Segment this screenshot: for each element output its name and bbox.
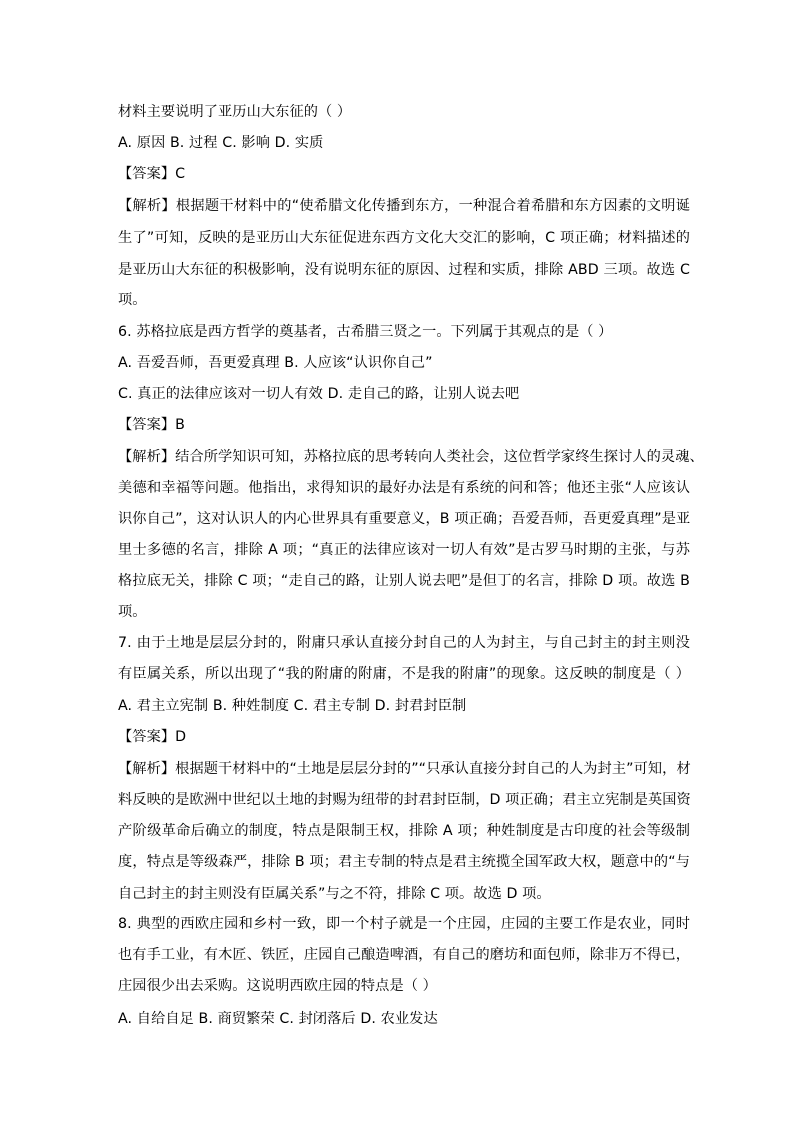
question-5-analysis-line-4: 项。 <box>118 292 147 308</box>
question-5-analysis-line-3: 是亚历山大东征的积极影响，没有说明东征的原因、过程和实质，排除 ABD 三项。故选 C <box>118 262 690 278</box>
question-5-answer: 【答案】C <box>118 166 186 182</box>
question-8-stem-line-2: 也有手工业，有木匠、铁匠，庄园自己酿造啤酒，有自己的磨坊和面包师，除非万不得已， <box>118 947 690 963</box>
question-5-analysis-line-1: 【解析】根据题干材料中的“使希腊文化传播到东方，一种混合着希腊和东方因素的文明诞 <box>118 198 690 214</box>
question-6-options-cd: C. 真正的法律应该对一切人有效 D. 走自己的路，让别人说去吧 <box>118 386 520 402</box>
question-6-options-ab: A. 吾爱吾师，吾更爱真理 B. 人应该“认识你自己” <box>118 355 433 371</box>
question-7-analysis-line-3: 产阶级革命后确立的制度，特点是限制王权，排除 A 项；种姓制度是古印度的社会等级制 <box>118 823 690 839</box>
question-7-options: A. 君主立宪制 B. 种姓制度 C. 君主专制 D. 封君封臣制 <box>118 698 467 714</box>
question-6-analysis-line-4: 里士多德的名言，排除 A 项；“真正的法律应该对一切人有效”是古罗马时期的主张，与苏 <box>118 542 690 558</box>
question-8-options: A. 自给自足 B. 商贸繁荣 C. 封闭落后 D. 农业发达 <box>118 1011 438 1027</box>
question-8-stem-line-3: 庄园很少出去采购。这说明西欧庄园的特点是（ ） <box>118 978 437 994</box>
question-6-analysis-line-5: 格拉底无关，排除 C 项；“走自己的路，让别人说去吧”是但丁的名言，排除 D 项。故选 B <box>118 573 690 589</box>
question-6-analysis-line-1: 【解析】结合所学知识可知，苏格拉底的思考转向人类社会，这位哲学家终生探讨人的灵魂、 <box>118 449 704 465</box>
question-7-stem-line-1: 7. 由于土地是层层分封的，附庸只承认直接分封自己的人为封主，与自己封主的封主则没 <box>118 635 690 651</box>
question-7-analysis-line-1: 【解析】根据题干材料中的“土地是层层分封的”“只承认直接分封自己的人为封主”可知，材 <box>118 761 691 777</box>
question-5-options: A. 原因 B. 过程 C. 影响 D. 实质 <box>118 135 324 151</box>
question-7-analysis-line-4: 度，特点是等级森严，排除 B 项；君主专制的特点是君主统揽全国军政大权，题意中的“与 <box>118 854 690 870</box>
question-7-stem-line-2: 有臣属关系，所以出现了“我的附庸的附庸，不是我的附庸”的现象。这反映的制度是（ ） <box>118 666 690 682</box>
question-5-stem-end: 材料主要说明了亚历山大东征的（ ） <box>118 104 352 120</box>
question-7-analysis-line-2: 料反映的是欧洲中世纪以土地的封赐为纽带的封君封臣制，D 项正确；君主立宪制是英国资 <box>118 792 691 808</box>
question-6-analysis-line-2: 美德和幸福等问题。他指出，求得知识的最好办法是有系统的问和答；他还主张“人应该认 <box>118 480 690 496</box>
question-7-answer: 【答案】D <box>118 729 187 745</box>
question-7-analysis-line-5: 自己封主的封主则没有臣属关系”与之不符，排除 C 项。故选 D 项。 <box>118 886 551 902</box>
question-6-stem: 6. 苏格拉底是西方哲学的奠基者，古希腊三贤之一。下列属于其观点的是（ ） <box>118 324 613 340</box>
question-6-analysis-line-6: 项。 <box>118 604 147 620</box>
question-6-answer: 【答案】B <box>118 417 185 433</box>
question-5-analysis-line-2: 生了”可知，反映的是亚历山大东征促进东西方文化大交汇的影响，C 项正确；材料描述的 <box>118 230 690 246</box>
question-6-analysis-line-3: 识你自己”，这对认识人的内心世界具有重要意义，B 项正确；吾爱吾师，吾更爱真理”是亚 <box>118 511 691 527</box>
question-8-stem-line-1: 8. 典型的西欧庄园和乡村一致，即一个村子就是一个庄园，庄园的主要工作是农业，同时 <box>118 916 690 932</box>
